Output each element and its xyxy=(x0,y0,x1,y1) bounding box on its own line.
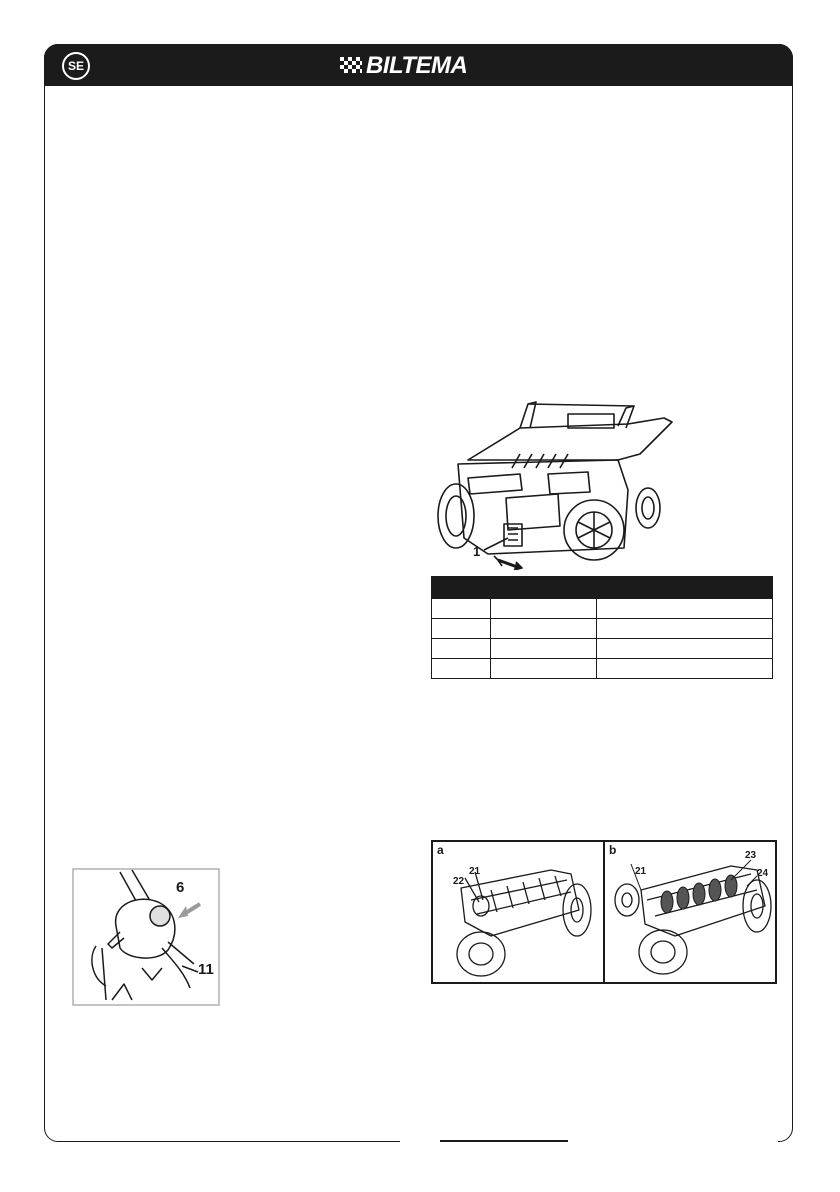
brand-name: BILTEMA xyxy=(366,52,468,79)
callout-21-a: 21 xyxy=(469,866,481,877)
callout-24: 24 xyxy=(757,868,769,879)
table-header-row xyxy=(432,577,773,599)
callout-11: 11 xyxy=(198,961,214,978)
callout-22: 22 xyxy=(453,876,465,887)
footer-gap-right xyxy=(568,1134,778,1148)
specs-table xyxy=(431,576,773,679)
panel-b-label: b xyxy=(609,843,617,857)
callout-23: 23 xyxy=(745,850,757,861)
brand-logo xyxy=(340,54,467,78)
checkered-flag-icon xyxy=(340,57,362,75)
callout-21-b: 21 xyxy=(635,866,647,877)
roller-replacement-figure xyxy=(431,840,777,984)
table-row xyxy=(432,659,773,679)
table-row xyxy=(432,599,773,619)
callout-6: 6 xyxy=(176,879,185,896)
table-row xyxy=(432,619,773,639)
switch-handle-figure xyxy=(72,868,220,1006)
scarifier-front-figure xyxy=(428,398,676,570)
panel-a-label: a xyxy=(437,843,444,857)
table-row xyxy=(432,639,773,659)
language-badge: SE xyxy=(62,52,90,80)
footer-gap xyxy=(400,1134,440,1148)
footer-line xyxy=(440,1140,568,1142)
callout-1: 1 xyxy=(473,544,481,559)
